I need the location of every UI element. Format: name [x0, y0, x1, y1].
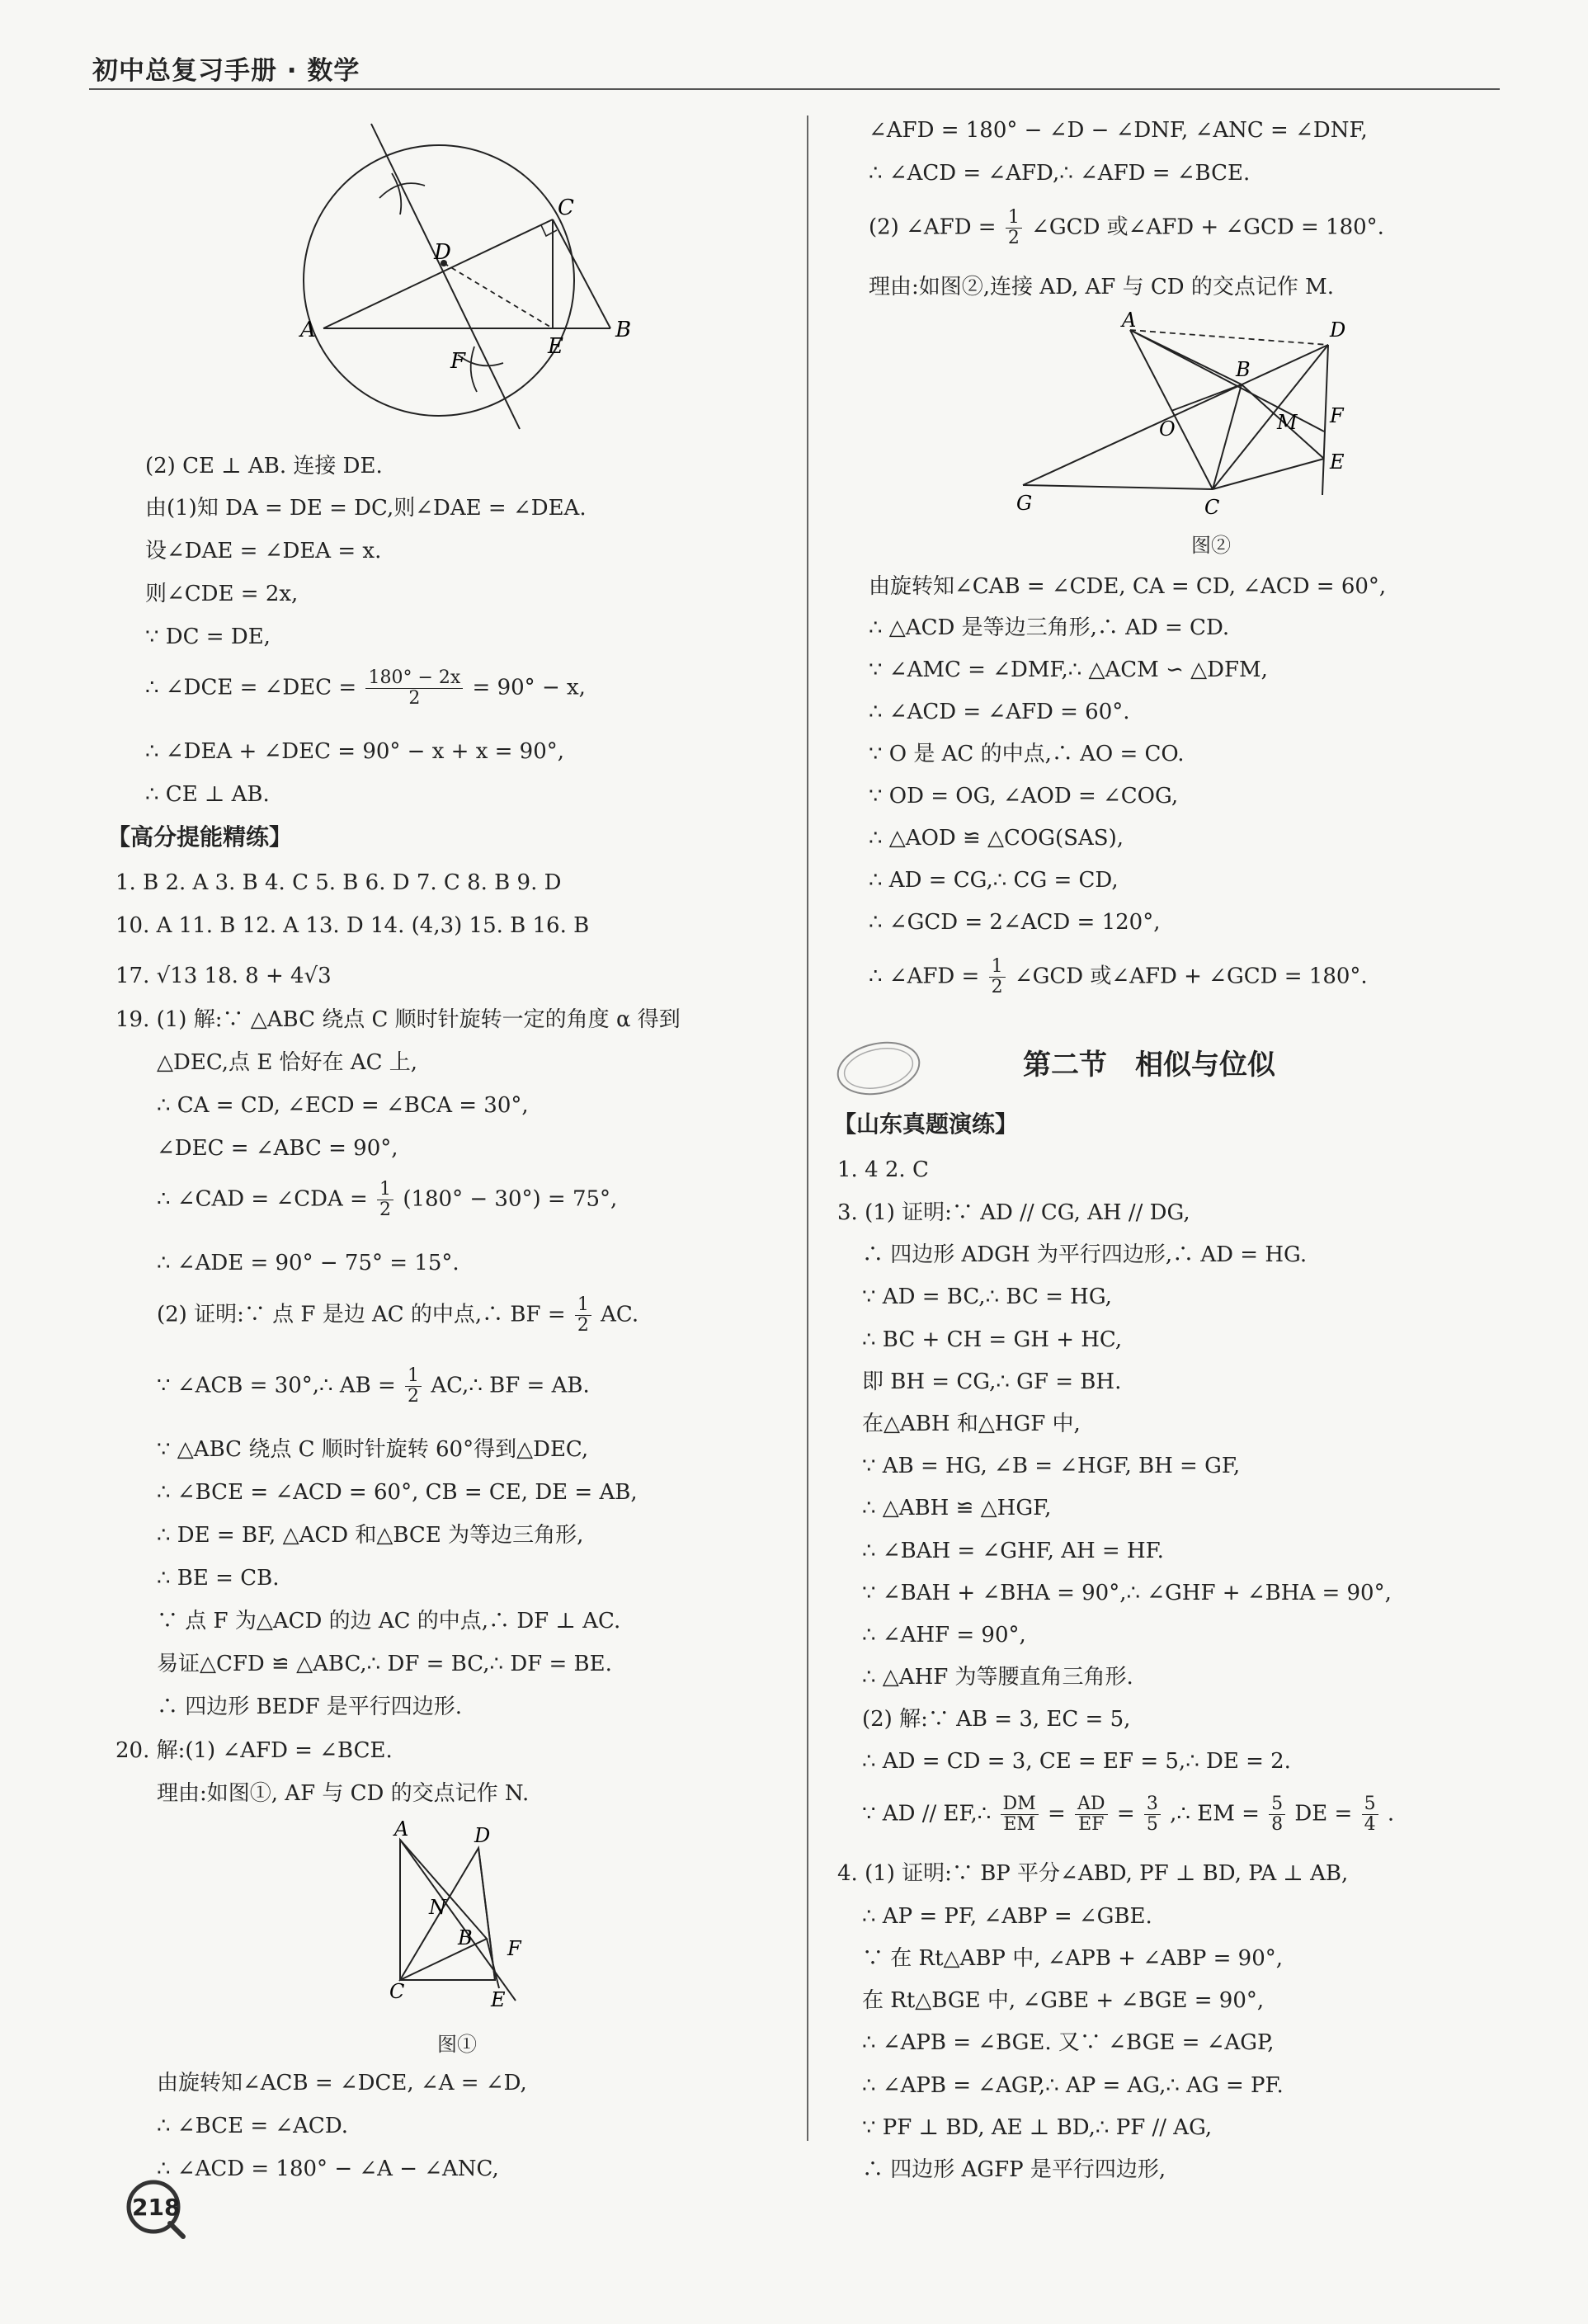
section-heading-gaofen: 【高分提能精练】 [107, 823, 293, 851]
text-line: 理由:如图①, AF 与 CD 的交点记作 N. [157, 1781, 530, 1806]
text-line: ∴ △ABH ≌ △HGF, [862, 1496, 1052, 1520]
header-rule [89, 88, 1500, 90]
fraction-numerator: 1 [575, 1295, 591, 1316]
fraction-denominator: 8 [1271, 1814, 1284, 1835]
fraction-numerator: 1 [377, 1180, 393, 1200]
fraction-denominator: EF [1078, 1814, 1105, 1835]
text-line: ∴ CE ⊥ AB. [145, 782, 270, 807]
label-d: D [434, 240, 451, 265]
figure-1 [371, 1815, 577, 2062]
fraction-numerator: 1 [1006, 208, 1022, 229]
label-o: O [1159, 417, 1176, 441]
text-line: ∵ OD = OG, ∠AOD = ∠COG, [869, 784, 1179, 808]
label-f: F [1330, 404, 1344, 427]
text-line: ∴ BE = CB. [157, 1566, 280, 1591]
fraction [1362, 1794, 1378, 1835]
fraction-numerator: 1 [989, 957, 1006, 978]
text-line: ∵ PF ⊥ BD, AE ⊥ BD,∴ PF // AG, [862, 2115, 1213, 2140]
label-e: E [548, 334, 563, 359]
text-line: ∴ CA = CD, ∠ECD = ∠BCA = 30°, [157, 1093, 529, 1118]
fraction-post: AC,∴ BF = AB. [431, 1373, 590, 1398]
label-c: C [558, 196, 574, 220]
text-line: ∵ ∠BAH + ∠BHA = 90°,∴ ∠GHF + ∠BHA = 90°, [862, 1581, 1392, 1605]
text-segment: . [1387, 1801, 1395, 1827]
fraction-numerator: 180° − 2x [365, 668, 463, 689]
fraction-post: (180° − 30°) = 75°, [403, 1186, 618, 1212]
label-c: C [1204, 496, 1220, 519]
fraction-pre: (2) ∠AFD = [869, 214, 997, 240]
fraction [1144, 1794, 1161, 1835]
fraction-denominator: 2 [408, 1386, 420, 1407]
fraction-pre: ∴ ∠AFD = [869, 964, 980, 989]
fraction-post: = 90° − x, [472, 675, 586, 700]
text-segment: ,∴ EM = [1170, 1801, 1260, 1827]
text-line: ∴ ∠ADE = 90° − 75° = 15°. [157, 1251, 459, 1275]
label-g: G [1016, 492, 1033, 515]
badge-tail-icon [170, 2223, 183, 2237]
text-line: 由旋转知∠ACB = ∠DCE, ∠A = ∠D, [157, 2071, 527, 2095]
fraction-denominator: 2 [1007, 228, 1020, 248]
fraction [575, 1295, 591, 1336]
text-segment: DE = [1294, 1801, 1353, 1827]
segment-ac [1130, 330, 1213, 489]
fraction [1001, 1794, 1039, 1835]
fraction-post: ∠GCD 或∠AFD + ∠GCD = 180°. [1014, 964, 1368, 989]
text-line: ∴ ∠ACD = ∠AFD = 60°. [869, 700, 1130, 724]
text-line: 在△ABH 和△HGF 中, [862, 1412, 1081, 1436]
text-line: ∵ AB = HG, ∠B = ∠HGF, BH = GF, [862, 1454, 1241, 1478]
answer-line: 17. √13 18. 8 + 4√3 [115, 964, 332, 988]
text-line: ∴ AD = CD = 3, CE = EF = 5,∴ DE = 2. [862, 1749, 1291, 1774]
label-d: D [474, 1824, 491, 1847]
homework-stamp-logo [833, 1035, 924, 1101]
fraction-numerator: DM [1001, 1794, 1039, 1815]
fraction-denominator: 2 [577, 1315, 589, 1336]
fraction-line [157, 1180, 617, 1220]
circle-construction-figure [289, 107, 643, 445]
text-line: 4. (1) 证明:∵ BP 平分∠ABD, PF ⊥ BD, PA ⊥ AB, [837, 1861, 1349, 1886]
fraction [1269, 1794, 1285, 1835]
fraction-numerator: 5 [1362, 1794, 1378, 1815]
text-line: ∴ ∠ACD = 180° − ∠A − ∠ANC, [157, 2157, 499, 2181]
text-line: 20. 解:(1) ∠AFD = ∠BCE. [115, 1738, 393, 1763]
text-line: ∴ ∠DEA + ∠DEC = 90° − x + x = 90°, [145, 739, 565, 764]
fraction-pre: ∴ ∠CAD = ∠CDA = [157, 1186, 368, 1212]
text-line: 由(1)知 DA = DE = DC,则∠DAE = ∠DEA. [145, 496, 587, 521]
text-line: ∴ ∠APB = ∠BGE. 又∵ ∠BGE = ∠AGP, [862, 2030, 1275, 2055]
label-e: E [1330, 450, 1345, 474]
text-line: ∴ △ACD 是等边三角形,∴ AD = CD. [869, 615, 1230, 640]
text-line: ∴ ∠ACD = ∠AFD,∴ ∠AFD = ∠BCE. [869, 161, 1251, 186]
text-line: △DEC,点 E 恰好在 AC 上, [157, 1050, 418, 1075]
text-line: ∴ ∠BCE = ∠ACD. [157, 2114, 349, 2138]
text-line: 即 BH = CG,∴ GF = BH. [862, 1369, 1122, 1394]
page-number: 218 [132, 2194, 181, 2221]
text-line: ∴ ∠APB = ∠AGP,∴ AP = AG,∴ AG = PF. [862, 2073, 1284, 2098]
fraction-numerator: 3 [1144, 1794, 1161, 1815]
answer-line: 10. A 11. B 12. A 13. D 14. (4,3) 15. B 16. B [115, 913, 590, 938]
fraction [1075, 1794, 1108, 1835]
segment-ce [1213, 459, 1324, 489]
equals: = [1116, 1801, 1135, 1827]
text-line: ∵ 点 F 为△ACD 的边 AC 的中点,∴ DF ⊥ AC. [157, 1609, 621, 1633]
label-n: N [429, 1896, 446, 1919]
arc-lower-2 [471, 346, 477, 392]
label-c: C [389, 1980, 405, 2003]
text-line: 由旋转知∠CAB = ∠CDE, CA = CD, ∠ACD = 60°, [869, 574, 1387, 599]
text-line: 易证△CFD ≌ △ABC,∴ DF = BC,∴ DF = BE. [157, 1652, 612, 1676]
figure-1-caption: 图① [437, 2033, 477, 2056]
fraction-pre: ∵ ∠ACB = 30°,∴ AB = [157, 1373, 396, 1398]
page-header-title: 初中总复习手册 · 数学 [92, 56, 360, 86]
fraction-line [157, 1295, 638, 1336]
right-angle-mark [541, 225, 557, 236]
fraction-pre: ∵ AD // EF,∴ [862, 1801, 992, 1827]
label-b: B [1236, 358, 1251, 381]
text-line: ∴ ∠BCE = ∠ACD = 60°, CB = CE, DE = AB, [157, 1480, 638, 1505]
fraction-denominator: 5 [1146, 1814, 1158, 1835]
text-line: ∴ AD = CG,∴ CG = CD, [869, 868, 1119, 893]
text-line: ∵ 在 Rt△ABP 中, ∠APB + ∠ABP = 90°, [862, 1946, 1284, 1971]
section-heading-shandong: 【山东真题演练】 [833, 1110, 1019, 1138]
text-line: ∴ DE = BF, △ACD 和△BCE 为等边三角形, [157, 1523, 584, 1548]
perpendicular-bisector [371, 124, 520, 429]
text-line: (2) 解:∵ AB = 3, EC = 5, [862, 1707, 1131, 1732]
segment-ac [323, 219, 553, 328]
text-line: ∴ ∠GCD = 2∠ACD = 120°, [869, 910, 1161, 935]
text-line: (2) CE ⊥ AB. 连接 DE. [145, 454, 383, 478]
text-line: ∴ ∠AHF = 90°, [862, 1623, 1026, 1648]
text-line: ∴ ∠BAH = ∠GHF, AH = HF. [862, 1539, 1164, 1563]
fraction-line [145, 668, 586, 709]
text-line: 在 Rt△BGE 中, ∠GBE + ∠BGE = 90°, [862, 1988, 1265, 2013]
fraction-denominator: 2 [991, 977, 1003, 997]
section-title: 第二节 相似与位似 [1023, 1049, 1275, 1082]
text-line: 则∠CDE = 2x, [145, 582, 299, 606]
fraction-line [869, 208, 1384, 248]
text-line: ∴ 四边形 BEDF 是平行四边形. [157, 1695, 463, 1719]
text-line: ∵ O 是 AC 的中点,∴ AO = CO. [869, 742, 1185, 766]
fraction [989, 957, 1006, 997]
text-line: ∴ 四边形 AGFP 是平行四边形, [862, 2157, 1166, 2182]
text-line: ∵ DC = DE, [145, 625, 271, 649]
label-a: A [300, 318, 316, 342]
text-line: ∴ △AHF 为等腰直角三角形. [862, 1665, 1133, 1690]
text-line: ∴ BC + CH = GH + HC, [862, 1327, 1123, 1352]
fraction-denominator: 4 [1364, 1814, 1376, 1835]
arc-upper-2 [392, 173, 401, 214]
text-line: ∴ △AOD ≌ △COG(SAS), [869, 826, 1124, 851]
text-line: 理由:如图②,连接 AD, AF 与 CD 的交点记作 M. [869, 275, 1335, 299]
fraction [365, 668, 463, 709]
label-b: B [458, 1926, 473, 1949]
segment-gc [1023, 485, 1213, 489]
segment-cb [553, 219, 610, 328]
label-b: B [615, 318, 632, 342]
label-f: F [507, 1937, 521, 1960]
text-line: ∠DEC = ∠ABC = 90°, [157, 1136, 398, 1161]
fraction [405, 1366, 422, 1407]
segment-de [1322, 345, 1328, 495]
text-line: ∴ AP = PF, ∠ABP = ∠GBE. [862, 1904, 1152, 1929]
fraction-numerator: 1 [405, 1366, 422, 1387]
figure-2-caption: 图② [1191, 534, 1231, 557]
segment-de-dashed [444, 263, 553, 328]
fraction-denominator: 2 [408, 688, 421, 709]
text-line: 19. (1) 解:∵ △ABC 绕点 C 顺时针旋转一定的角度 α 得到 [115, 1007, 681, 1032]
label-a: A [1122, 312, 1137, 332]
label-m: M [1277, 411, 1298, 434]
fraction-pre: ∴ ∠DCE = ∠DEC = [145, 675, 357, 700]
line-af [400, 1840, 516, 2001]
fraction [377, 1180, 393, 1220]
text-line: ∵ △ABC 绕点 C 顺时针旋转 60°得到△DEC, [157, 1437, 589, 1462]
fraction-post: ∠GCD 或∠AFD + ∠GCD = 180°. [1031, 214, 1384, 240]
fraction-pre: (2) 证明:∵ 点 F 是边 AC 的中点,∴ BF = [157, 1302, 566, 1327]
fraction-line [869, 957, 1368, 997]
fraction-numerator: AD [1075, 1794, 1108, 1815]
circumcircle [304, 145, 574, 416]
text-line: 3. (1) 证明:∵ AD // CG, AH // DG, [837, 1200, 1190, 1225]
text-line: ∠AFD = 180° − ∠D − ∠DNF, ∠ANC = ∠DNF, [869, 118, 1368, 143]
segment-cd [1213, 345, 1328, 489]
fraction [1006, 208, 1022, 248]
column-divider [807, 115, 808, 2141]
text-line: ∴ 四边形 ADGH 为平行四边形,∴ AD = HG. [862, 1242, 1308, 1267]
fraction-numerator: 5 [1269, 1794, 1285, 1815]
label-a: A [394, 1817, 409, 1841]
segment-bc [1213, 384, 1242, 489]
fraction-denominator: EM [1003, 1814, 1035, 1835]
fraction-line [157, 1366, 590, 1407]
text-line: 设∠DAE = ∠DEA = x. [145, 539, 382, 563]
label-e: E [491, 1988, 506, 2011]
label-d: D [1330, 318, 1346, 342]
equals: = [1047, 1801, 1066, 1827]
fraction-post: AC. [601, 1302, 639, 1327]
text-line: ∵ ∠AMC = ∠DMF,∴ △ACM ∽ △DFM, [869, 658, 1268, 682]
figure-2 [1006, 312, 1353, 551]
segment-ob [1171, 384, 1242, 411]
text-line: 1. 4 2. C [837, 1157, 929, 1182]
segment-ad-dashed [1130, 330, 1328, 345]
fraction-line [862, 1794, 1394, 1835]
label-f: F [450, 349, 466, 374]
text-line: ∵ AD = BC,∴ BC = HG, [862, 1285, 1112, 1309]
answer-line: 1. B 2. A 3. B 4. C 5. B 6. D 7. C 8. B 9. D [115, 870, 562, 895]
fraction-denominator: 2 [379, 1200, 392, 1220]
